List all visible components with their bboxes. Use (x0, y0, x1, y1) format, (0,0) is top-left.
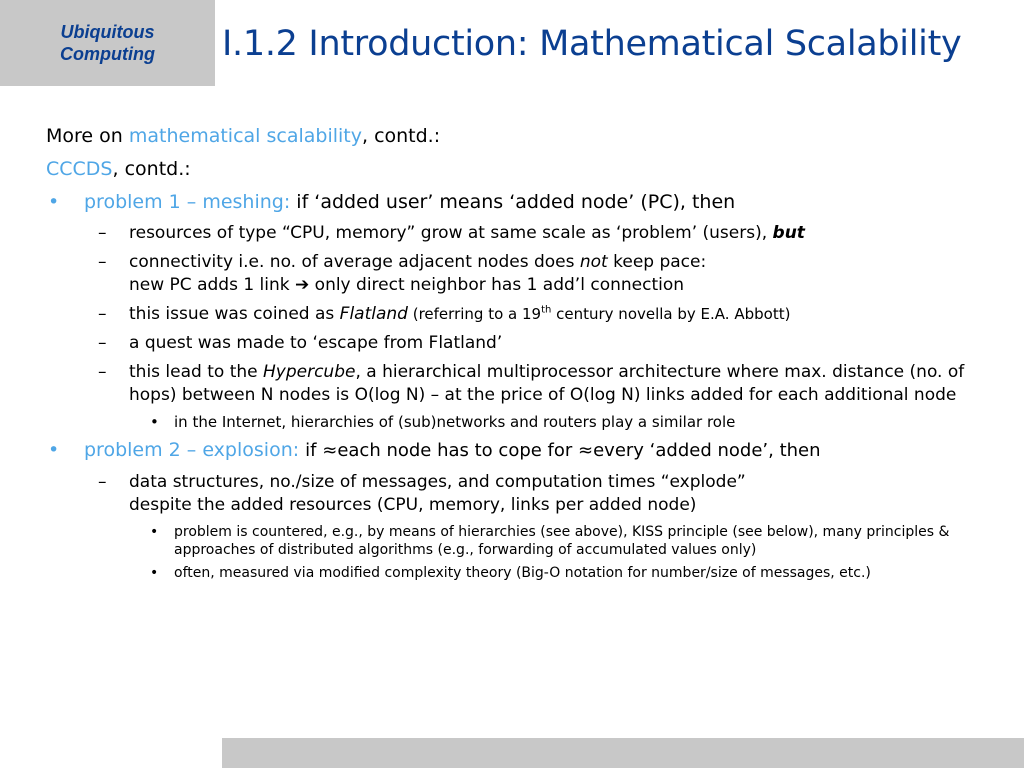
bullet-marker: • (150, 565, 159, 581)
list-item: – resources of type “CPU, memory” grow at same scale as ‘problem’ (users), but (98, 223, 805, 243)
intro-line: More on mathematical scalability, contd.: (46, 125, 441, 147)
problem-1-bullet: • problem 1 – meshing: if ‘added user’ means ‘added node’ (PC), then (48, 191, 736, 213)
bullet-marker: • (48, 191, 60, 213)
sub-list-item: • often, measured via modified complexity theory (Big-O notation for number/size of messages, etc.) (150, 565, 871, 581)
bullet-marker: • (48, 439, 60, 461)
brand-line-2: Computing (60, 44, 155, 64)
mathematical-scalability-link[interactable]: mathematical scalability (128, 125, 362, 147)
course-logo-box (0, 0, 215, 86)
page-title: I.1.2 Introduction: Mathematical Scalability (222, 24, 962, 64)
list-item: – data structures, no./size of messages, and computation times “explode” despite the added resources (CPU, memory, links per added node) (98, 472, 746, 515)
dash-marker: – (98, 252, 107, 272)
cccds-line: CCCDS, contd.: (46, 158, 191, 180)
slide-body (46, 124, 1006, 587)
problem-2-label: problem 2 – explosion: (84, 439, 306, 461)
bullet-marker: • (150, 413, 159, 431)
dash-marker: – (98, 362, 107, 382)
brand-line-1: Ubiquitous (60, 22, 155, 42)
bullet-marker: • (150, 524, 159, 540)
dash-marker: – (98, 223, 107, 243)
list-item: – this lead to the Hypercube, a hierarchical multiprocessor architecture where max. distance (no. of hops) between N nodes is O(log N) – at the price of O(log N) links added for each additional node (98, 362, 965, 405)
sub-list-item: • in the Internet, hierarchies of (sub)networks and routers play a similar role (150, 413, 736, 431)
sub-list-item: • problem is countered, e.g., by means of hierarchies (see above), KISS principle (see below), many principles & approaches of distributed algorithms (e.g., forwarding of accumulated values only) (150, 524, 950, 558)
list-item: – a quest was made to ‘escape from Flatland’ (98, 333, 503, 353)
list-item: – connectivity i.e. no. of average adjacent nodes does not keep pace: new PC adds 1 link ➔ only direct neighbor has 1 add’l connection (98, 252, 707, 295)
list-item: – this issue was coined as Flatland (referring to a 19th century novella by E.A. Abbott) (98, 304, 791, 324)
footer-bar (222, 738, 1024, 768)
dash-marker: – (98, 333, 107, 353)
dash-marker: – (98, 472, 107, 492)
dash-marker: – (98, 304, 107, 324)
problem-2-bullet: • problem 2 – explosion: if ≈each node has to cope for ≈every ‘added node’, then (48, 439, 821, 461)
problem-1-label: problem 1 – meshing: (84, 191, 297, 213)
cccds-link[interactable]: CCCDS (46, 158, 113, 180)
